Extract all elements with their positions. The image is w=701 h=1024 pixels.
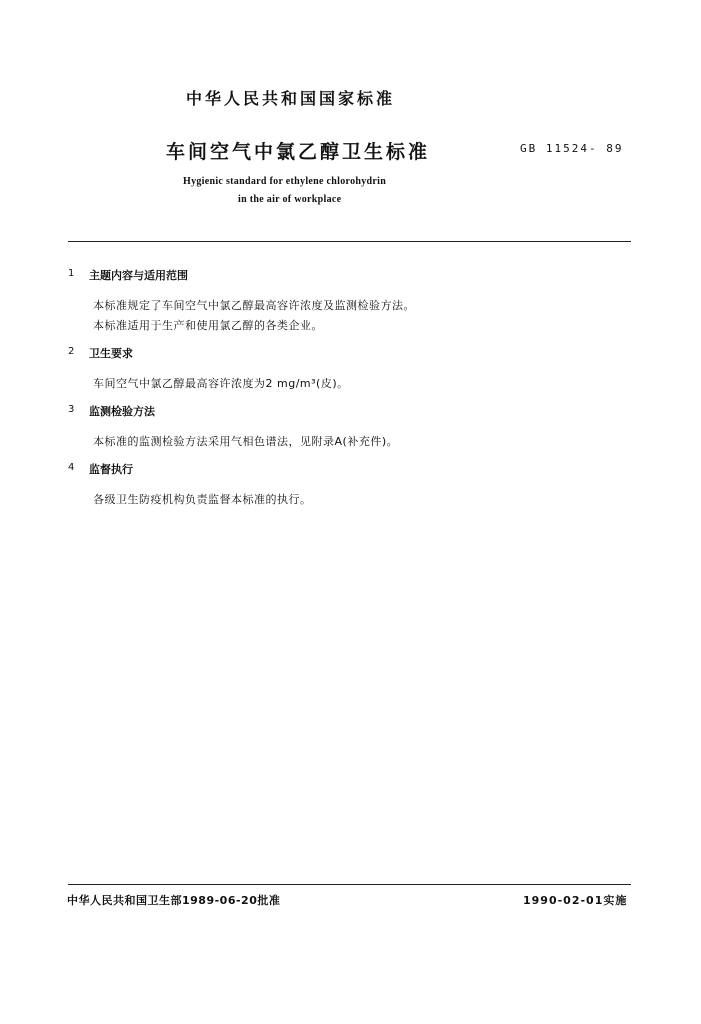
section-paragraph: 本标准的监测检验方法采用气相色谱法，见附录A(补充件)。	[93, 435, 399, 448]
section-heading: 卫生要求	[89, 347, 133, 360]
english-title-line-1: Hygienic standard for ethylene chlorohydrin	[183, 176, 387, 187]
section-heading: 主题内容与适用范围	[89, 269, 188, 282]
section-number: 1	[68, 268, 75, 279]
section-paragraph: 本标准规定了车间空气中氯乙醇最高容许浓度及监测检验方法。	[93, 299, 415, 312]
section-paragraph: 各级卫生防疫机构负责监督本标准的执行。	[93, 493, 312, 506]
document-title: 车间空气中氯乙醇卫生标准	[166, 141, 431, 163]
effective-date: 1990-02-01实施	[523, 894, 628, 907]
section-number: 2	[68, 346, 75, 357]
english-title-line-2: in the air of workplace	[238, 194, 342, 205]
standard-code: GB 11524- 89	[520, 142, 624, 155]
issuing-body-header: 中华人民共和国国家标准	[186, 89, 396, 108]
header-divider	[68, 241, 631, 242]
approval-line: 中华人民共和国卫生部1989-06-20批准	[67, 894, 281, 907]
section-paragraph: 本标准适用于生产和使用氯乙醇的各类企业。	[93, 319, 323, 332]
footer-divider	[68, 884, 631, 885]
section-heading: 监测检验方法	[89, 405, 155, 418]
section-paragraph: 车间空气中氯乙醇最高容许浓度为2 mg/m³(皮)。	[93, 377, 349, 390]
section-number: 4	[68, 462, 75, 473]
section-heading: 监督执行	[89, 463, 133, 476]
section-number: 3	[68, 404, 75, 415]
